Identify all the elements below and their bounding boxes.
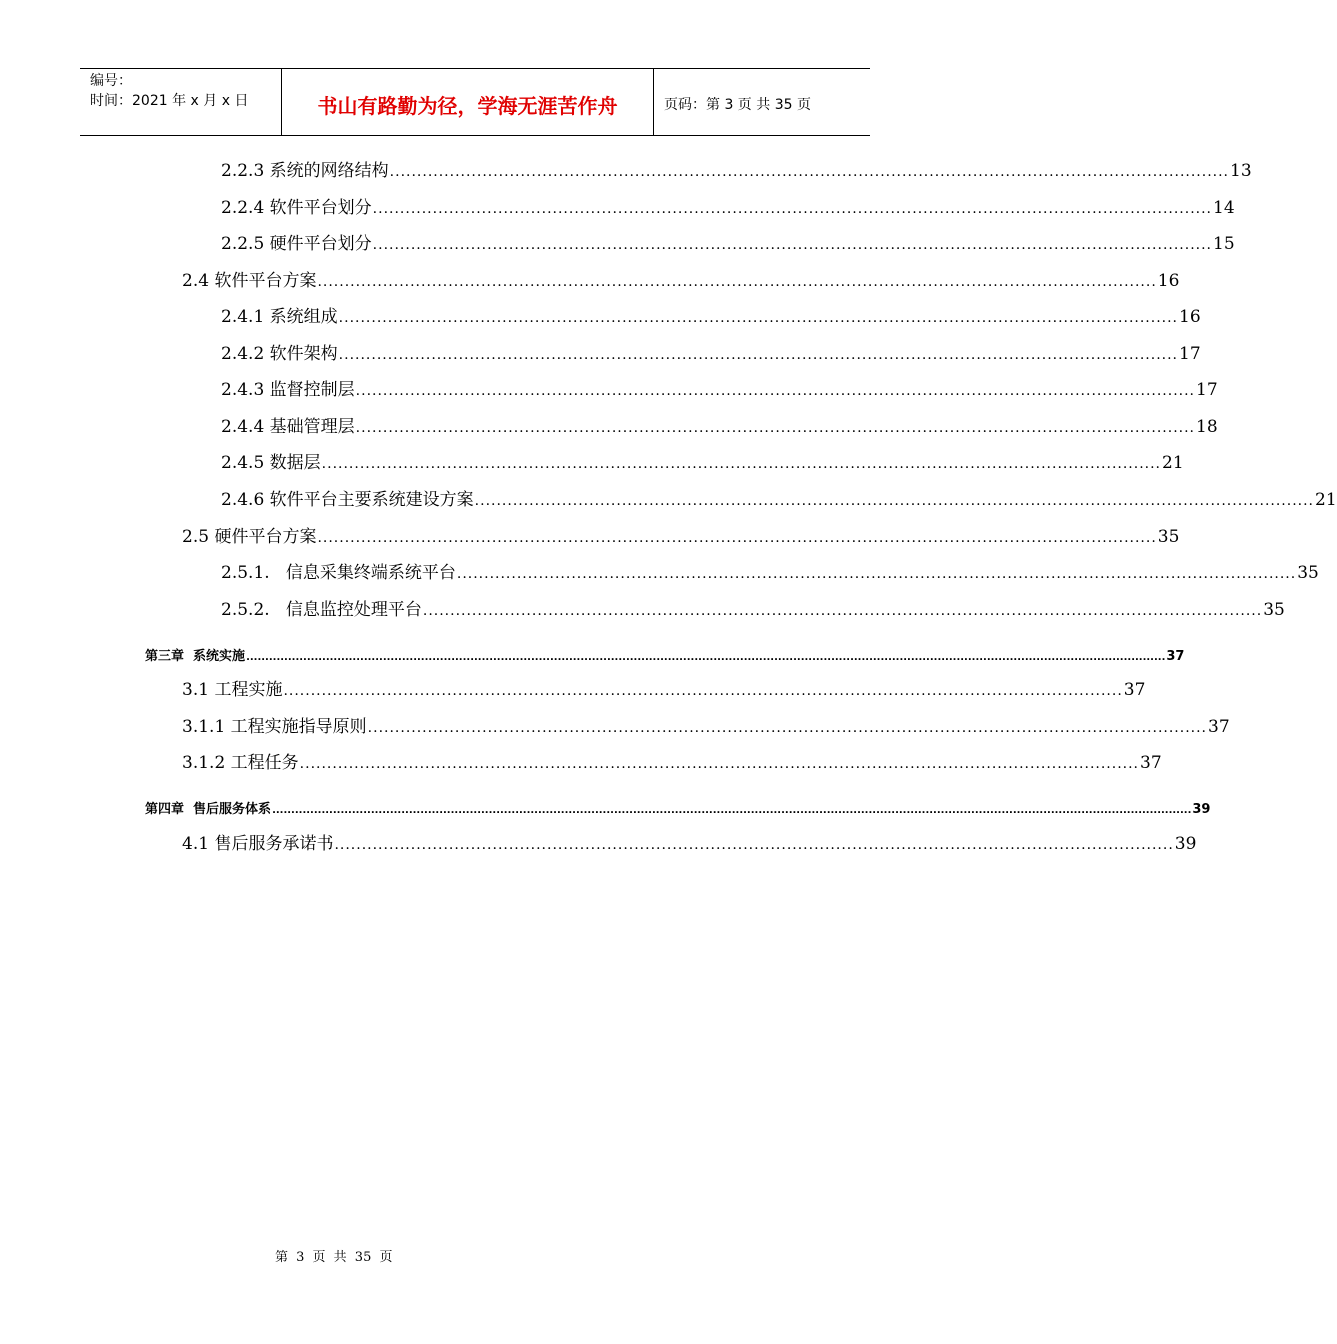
toc-entry-page: 16 [1179, 307, 1201, 327]
toc-entry[interactable] [182, 269, 1180, 293]
page-footer: 第 3 页 共 35 页 [275, 1250, 393, 1265]
toc-entry-page: 13 [1230, 161, 1252, 181]
toc-leader: .................................................................................................................................................................................................................................................. [272, 805, 1192, 816]
toc-entry-page: 39 [1192, 802, 1211, 817]
toc-entry[interactable] [221, 415, 1218, 439]
toc-entry[interactable] [182, 751, 1162, 775]
toc-entry[interactable] [221, 196, 1235, 220]
toc-leader: .......................................................................................................................................................... [321, 456, 1162, 472]
toc-entry-page: 37 [1208, 717, 1230, 737]
toc-entry-label: 第四章 售后服务体系 [145, 802, 272, 817]
toc-entry[interactable] [221, 378, 1218, 402]
toc-entry[interactable] [182, 678, 1146, 702]
toc-entry-page: 35 [1297, 563, 1319, 583]
toc-leader: .......................................................................................................................................................... [355, 420, 1196, 436]
toc-entry-page: 14 [1213, 198, 1235, 218]
toc-entry[interactable] [182, 832, 1197, 856]
toc-leader: .......................................................................................................................................................... [299, 756, 1140, 772]
toc-entry-page: 39 [1174, 834, 1197, 854]
toc-entry-page: 37 [1123, 680, 1146, 700]
toc-entry-label: 2.5.2. 信息监控处理平台 [221, 600, 422, 620]
header-page-info: 页码：第 3 页 共 35 页 [664, 97, 811, 113]
toc-chapter-entry[interactable] [145, 798, 1211, 822]
document-time-label: 时间：2021 年 x 月 x 日 [90, 93, 249, 109]
toc-entry-label: 2.4.1 系统组成 [221, 307, 338, 327]
toc-entry-page: 21 [1162, 453, 1184, 473]
toc-entry[interactable] [221, 561, 1319, 585]
toc-entry-label: 2.4.3 监督控制层 [221, 380, 355, 400]
page-header [80, 68, 870, 136]
toc-entry-page: 37 [1140, 753, 1162, 773]
toc-entry-page: 37 [1166, 649, 1185, 664]
toc-entry-label: 2.4.2 软件架构 [221, 344, 338, 364]
toc-entry[interactable] [182, 715, 1230, 739]
header-motto: 书山有路勤为径，学海无涯苦作舟 [281, 69, 654, 135]
toc-entry-page: 15 [1213, 234, 1235, 254]
toc-entry[interactable] [221, 305, 1201, 329]
toc-entry-page: 16 [1157, 271, 1180, 291]
toc-entry-page: 21 [1315, 490, 1337, 510]
toc-entry[interactable] [221, 488, 1337, 512]
toc-entry[interactable] [221, 342, 1201, 366]
toc-chapter-entry[interactable] [145, 645, 1185, 669]
toc-entry[interactable] [221, 159, 1252, 183]
toc-leader: .......................................................................................................................................................... [283, 683, 1123, 699]
toc-entry[interactable] [221, 598, 1285, 622]
toc-entry-page: 17 [1196, 380, 1218, 400]
toc-entry-label: 2.4.4 基础管理层 [221, 417, 355, 437]
toc-leader: .......................................................................................................................................................... [389, 164, 1230, 180]
toc-leader: .......................................................................................................................................................... [317, 530, 1157, 546]
toc-leader: .......................................................................................................................................................... [338, 310, 1179, 326]
toc-leader: .......................................................................................................................................................... [367, 720, 1208, 736]
toc-entry-label: 4.1 售后服务承诺书 [182, 834, 334, 854]
toc-entry[interactable] [221, 451, 1184, 475]
toc-entry-label: 2.4.5 数据层 [221, 453, 321, 473]
toc-entry-label: 2.4.6 软件平台主要系统建设方案 [221, 490, 474, 510]
toc-entry-label: 2.2.4 软件平台划分 [221, 198, 372, 218]
document-number-label: 编号： [90, 73, 132, 89]
toc-entry-label: 3.1.2 工程任务 [182, 753, 299, 773]
toc-entry-label: 第三章 系统实施 [145, 649, 246, 664]
toc-leader: .................................................................................................................................................................................................................................................. [246, 652, 1166, 663]
toc-leader: .......................................................................................................................................................... [474, 493, 1315, 509]
toc-leader: .......................................................................................................................................................... [355, 383, 1196, 399]
toc-entry-label: 2.4 软件平台方案 [182, 271, 317, 291]
toc-entry-page: 35 [1263, 600, 1285, 620]
toc-entry-label: 2.2.3 系统的网络结构 [221, 161, 389, 181]
toc-leader: .......................................................................................................................................................... [338, 347, 1179, 363]
toc-leader: .......................................................................................................................................................... [372, 237, 1213, 253]
toc-entry-page: 18 [1196, 417, 1218, 437]
toc-entry-label: 3.1 工程实施 [182, 680, 283, 700]
toc-entry-label: 2.2.5 硬件平台划分 [221, 234, 372, 254]
toc-leader: .......................................................................................................................................................... [372, 201, 1213, 217]
toc-leader: .......................................................................................................................................................... [317, 274, 1157, 290]
toc-entry-label: 3.1.1 工程实施指导原则 [182, 717, 367, 737]
toc-entry[interactable] [221, 232, 1235, 256]
toc-entry[interactable] [182, 525, 1180, 549]
header-meta [80, 69, 281, 135]
toc-entry-page: 35 [1157, 527, 1180, 547]
toc-entry-label: 2.5.1. 信息采集终端系统平台 [221, 563, 456, 583]
toc-entry-label: 2.5 硬件平台方案 [182, 527, 317, 547]
toc-leader: .......................................................................................................................................................... [456, 566, 1297, 582]
toc-leader: .......................................................................................................................................................... [422, 603, 1263, 619]
toc-leader: .......................................................................................................................................................... [334, 837, 1174, 853]
toc-entry-page: 17 [1179, 344, 1201, 364]
